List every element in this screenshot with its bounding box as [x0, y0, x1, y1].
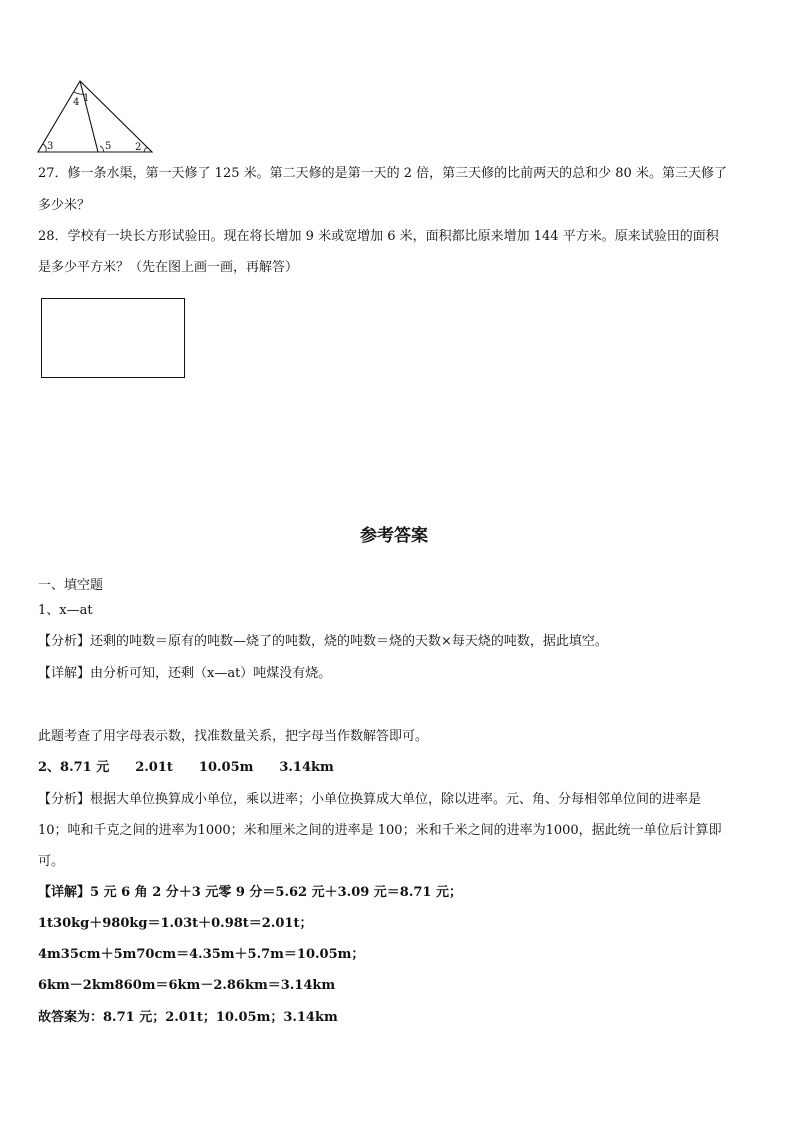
question-28-line2: 是多少平方米？（先在图上画一画，再解答）: [38, 260, 299, 275]
angle-arc-cevian: [100, 146, 104, 152]
question-27-line1: 27．修一条水渠，第一天修了 125 米。第二天修的是第一天的 2 倍，第三天修的比前两天的总和少 80 米。第三天修了: [38, 166, 727, 181]
angle-label-4: 4: [73, 97, 80, 108]
triangle-cevian: [80, 81, 98, 152]
angle-arc-left: [43, 144, 46, 152]
answer-2-detail-line4: 6km－2km860m＝6km－2.86km＝3.14km: [38, 978, 336, 993]
answer-1: 1、x—at: [38, 603, 93, 618]
angle-arc-right: [144, 148, 148, 152]
question-28-line1: 28．学校有一块长方形试验田。现在将长增加 9 米或宽增加 6 米，面积都比原来增加 144 平方米。原来试验田的面积: [38, 229, 719, 244]
answer-2-final: 故答案为：8.71 元；2.01t；10.05m；3.14km: [38, 1010, 338, 1025]
angle-label-1: 1: [83, 93, 90, 104]
answer-1-summary: 此题考查了用字母表示数，找准数量关系，把字母当作数解答即可。: [38, 729, 429, 744]
answer-2-analysis-line1: 【分析】根据大单位换算成小单位，乘以进率；小单位换算成大单位，除以进率。元、角、分每相邻单位间的进率是: [38, 792, 702, 807]
angle-label-5: 5: [105, 141, 112, 152]
answer-2-analysis-line2: 10；吨和千克之间的进率为1000；米和厘米之间的进率是 100；米和千米之间的进率为1000，据此统一单位后计算即: [38, 823, 722, 838]
answer-1-analysis: 【分析】还剩的吨数＝原有的吨数—烧了的吨数，烧的吨数＝烧的天数×每天烧的吨数，据此填空。: [38, 634, 608, 649]
angle-label-2: 2: [135, 142, 142, 153]
question-27-line2: 多少米？: [38, 198, 91, 213]
answer-2-detail-line2: 1t30kg＋980kg＝1.03t＋0.98t＝2.01t；: [38, 916, 313, 931]
answer-2: 2、8.71 元 2.01t 10.05m 3.14km: [38, 760, 334, 775]
answers-title: 参考答案: [360, 526, 428, 546]
rectangle-figure: [41, 298, 185, 378]
answer-2-analysis-line3: 可。: [38, 854, 65, 869]
answer-2-detail-line1: 【详解】5 元 6 角 2 分＋3 元零 9 分＝5.62 元＋3.09 元＝8.71 元；: [38, 885, 462, 900]
section-heading-fill-blanks: 一、填空题: [38, 578, 104, 593]
answer-2-detail-line3: 4m35cm＋5m70cm＝4.35m＋5.7m＝10.05m；: [38, 947, 365, 962]
triangle-figure: [34, 78, 158, 156]
angle-label-3: 3: [47, 141, 54, 152]
answer-1-detail: 【详解】由分析可知，还剩（x—at）吨煤没有烧。: [38, 666, 332, 681]
